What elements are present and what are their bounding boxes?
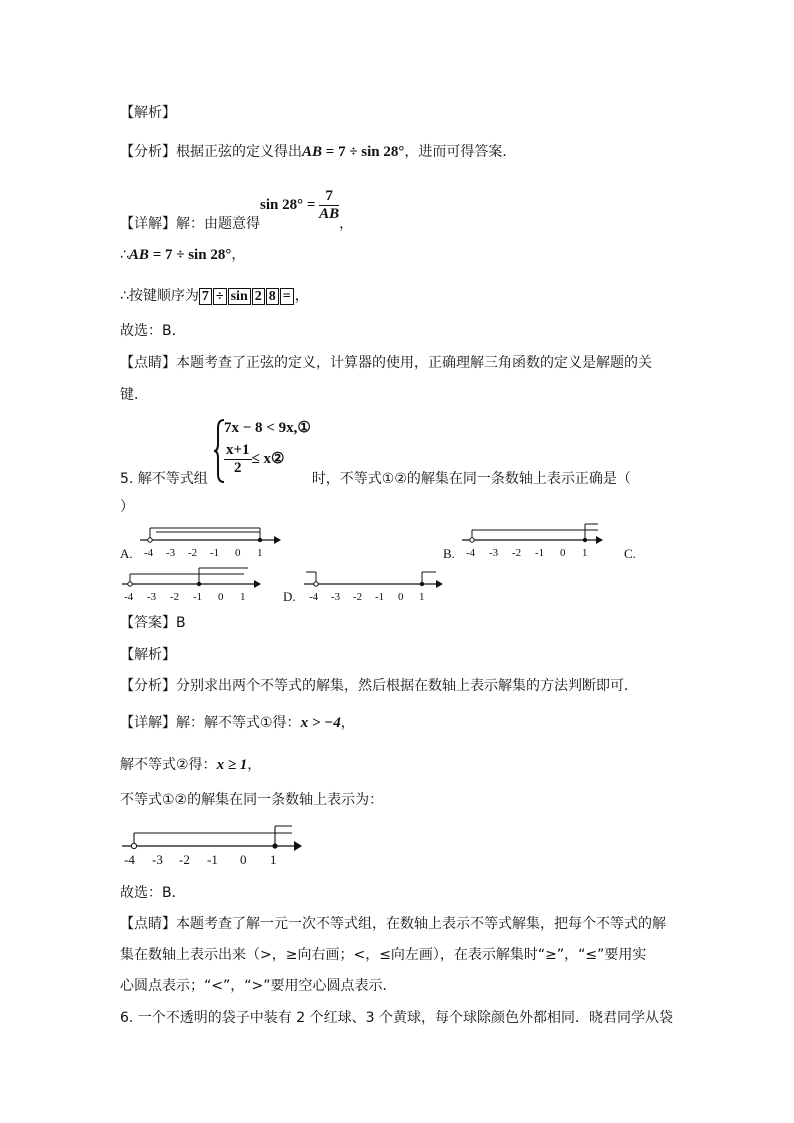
solution-number-line (118, 822, 308, 870)
inequality-1: 7x − 8 < 9x,① (224, 420, 311, 436)
question-5-paren: ） (120, 499, 134, 515)
svg-text:-4: -4 (144, 547, 154, 559)
formula-ab: AB = 7 ÷ sin 28° (302, 144, 405, 160)
therefore-line: ∴AB = 7 ÷ sin 28°， (120, 247, 246, 263)
svg-text:-4: -4 (124, 591, 134, 603)
comment-line-2c: 心圆点表示；“<”，“>”要用空心圆点表示． (120, 978, 397, 994)
svg-text:0: 0 (218, 591, 224, 603)
svg-text:-3: -3 (152, 852, 163, 867)
option-a-number-line (136, 522, 284, 562)
svg-text:-3: -3 (147, 591, 157, 603)
question-6-text: 6. 一个不透明的袋子中装有 2 个红球、3 个黄球，每个球除颜色外都相同．晓君同学从袋 (120, 1010, 673, 1026)
svg-text:1: 1 (240, 591, 246, 603)
detail-line-1 (120, 180, 354, 232)
section-jiexi-2: 【解析】 (120, 647, 176, 663)
option-b-label: B. (443, 546, 455, 561)
comment-line-1b: 键． (120, 387, 148, 403)
svg-text:1: 1 (582, 547, 588, 559)
choose-line-1: 故选：B． (120, 323, 186, 339)
svg-text:-2: -2 (512, 547, 522, 559)
svg-text:-1: -1 (207, 852, 218, 867)
svg-text:0: 0 (235, 547, 241, 559)
comment-line-2a: 【点睛】本题考查了解一元一次不等式组，在数轴上表示不等式解集，把每个不等式的解 (120, 916, 666, 932)
svg-text:-3: -3 (331, 591, 341, 603)
question-5-text: 5. 解不等式组 时，不等式①②的解集在同一条数轴上表示正确是（ (120, 471, 631, 487)
inequality-2: $\frac{x+1}{2}$ ≤ x② (226, 442, 285, 476)
solution-1: x > −4 (300, 715, 341, 731)
key-equals: = (280, 288, 294, 305)
svg-text:-4: -4 (124, 852, 135, 867)
detail-tag: 【详解】 (120, 215, 176, 232)
section-jiexi-1: 【解析】 (120, 105, 176, 121)
option-d-number-line (300, 564, 450, 604)
comment-line-2b: 集在数轴上表示出来（>，≥向右画；<，≤向左画），在表示解集时“≥”，“≤”要用实 (120, 947, 647, 963)
svg-text:-4: -4 (309, 591, 319, 603)
svg-text:0: 0 (398, 591, 404, 603)
svg-text:0: 0 (240, 852, 247, 867)
choose-line-2: 故选：B． (120, 885, 186, 901)
option-b-number-line (458, 522, 606, 562)
svg-text:-1: -1 (375, 591, 385, 603)
key-sin: sin (228, 288, 251, 305)
svg-text:-3: -3 (166, 547, 176, 559)
comment-line-1a: 【点睛】本题考查了正弦的定义，计算器的使用，正确理解三角函数的定义是解题的关 (120, 355, 652, 371)
key-7: 7 (199, 288, 212, 305)
svg-text:0: 0 (560, 547, 566, 559)
key-2: 2 (252, 288, 265, 305)
svg-text:-3: -3 (489, 547, 499, 559)
option-a-label: A. (120, 546, 133, 561)
formula-ab-2: AB = 7 ÷ sin 28° (128, 247, 232, 263)
svg-text:-2: -2 (170, 591, 180, 603)
svg-text:-2: -2 (188, 547, 198, 559)
representation-line: 不等式①②的解集在同一条数轴上表示为： (120, 792, 384, 808)
analysis-tag: 【分析】 (120, 144, 176, 160)
solve-line-2: 解不等式②得：x ≥ 1， (120, 757, 262, 773)
fraction-7-ab: $\frac{7}{AB}$ (319, 188, 340, 222)
analysis-text: 根据正弦的定义得出 (176, 144, 302, 160)
option-c-number-line (118, 564, 268, 604)
analysis-line-1 (120, 143, 516, 161)
solution-2: x ≥ 1 (216, 757, 248, 773)
analysis-line-2: 【分析】分别求出两个不等式的解集，然后根据在数轴上表示解集的方法判断即可． (120, 678, 638, 694)
key-sequence-line: ∴按键顺序为 7 ÷ sin 2 8 = ， (120, 288, 309, 304)
key-sequence-text: ∴按键顺序为 (120, 288, 199, 304)
answer-5: 【答案】B (120, 615, 186, 631)
svg-text:1: 1 (419, 591, 425, 603)
therefore-symbol: ∴ (120, 247, 129, 263)
svg-text:-1: -1 (193, 591, 203, 603)
svg-text:1: 1 (270, 852, 277, 867)
svg-text:-1: -1 (535, 547, 545, 559)
svg-text:1: 1 (257, 547, 263, 559)
analysis-tail: ，进而可得答案． (404, 144, 517, 160)
sin-equation: sin 28° = $\frac{7}{AB}$ (260, 188, 340, 222)
svg-text:-1: -1 (210, 547, 220, 559)
svg-text:-2: -2 (179, 852, 190, 867)
svg-text:-2: -2 (353, 591, 363, 603)
detail-line-2: 【详解】解：解不等式①得：x > −4， (120, 715, 355, 731)
detail-text: 解：由题意得 (176, 215, 260, 232)
option-c-label: C. (624, 546, 636, 561)
key-8: 8 (266, 288, 279, 305)
option-d-label: D. (283, 589, 296, 604)
svg-text:-4: -4 (466, 547, 476, 559)
detail-comma: ， (339, 215, 354, 232)
key-divide: ÷ (213, 288, 227, 305)
